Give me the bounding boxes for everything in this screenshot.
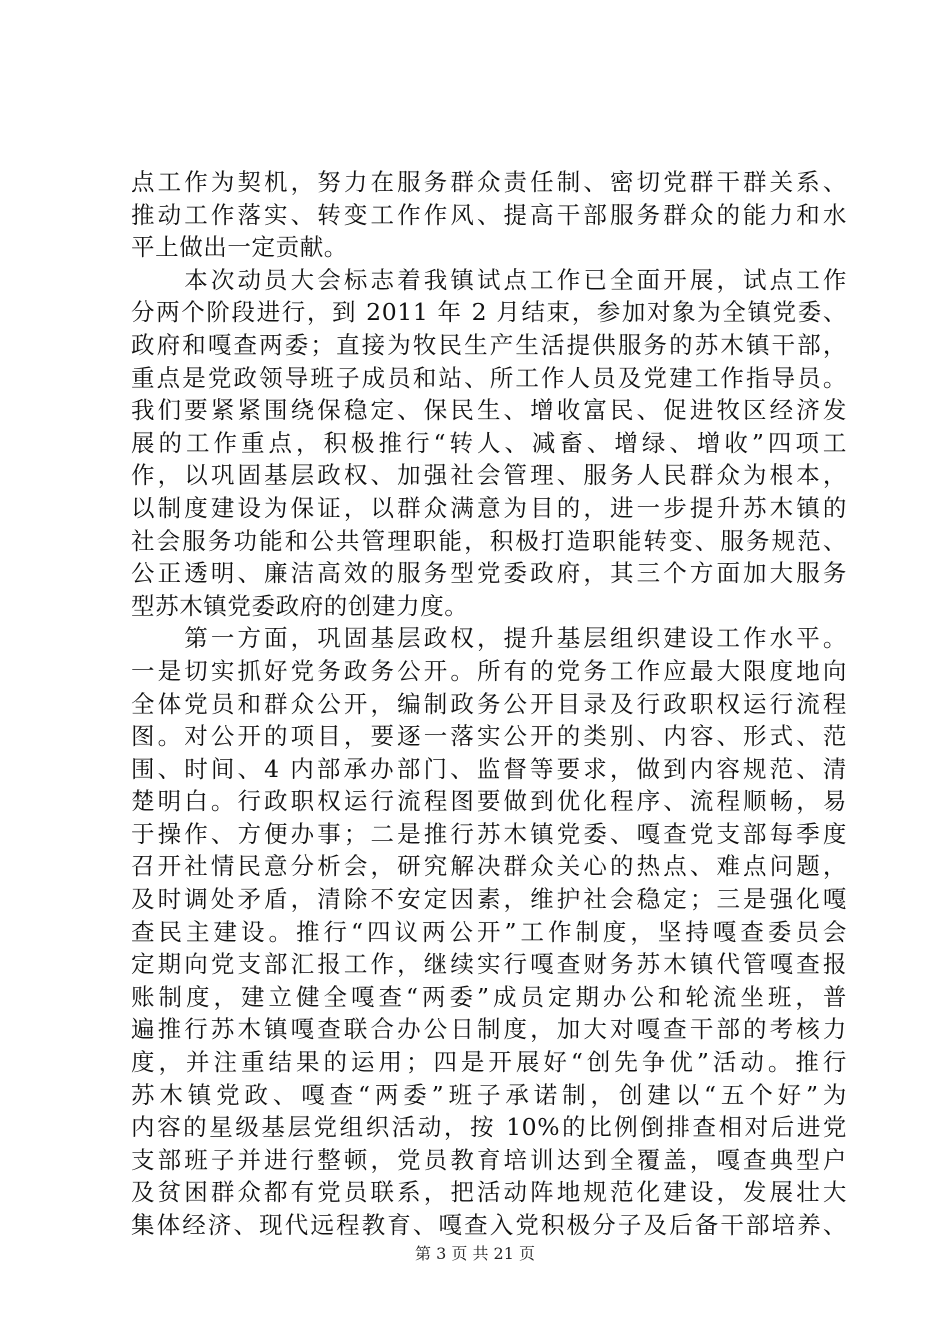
text-line: 账制度，建立健全嘎查“两委”成员定期办公和轮流坐班，普 xyxy=(131,982,847,1011)
text-line: 围、时间、4 内部承办部门、监督等要求，做到内容规范、清 xyxy=(131,754,847,783)
text-line: 展的工作重点，积极推行“转人、减畜、增绿、增收”四项工 xyxy=(131,428,847,457)
text-line: 重点是党政领导班子成员和站、所工作人员及党建工作指导员。 xyxy=(131,363,847,392)
text-line: 平上做出一定贡献。 xyxy=(131,233,348,262)
text-line: 于操作、方便办事；二是推行苏木镇党委、嘎查党支部每季度 xyxy=(131,819,847,848)
text-line: 我们要紧紧围绕保稳定、保民生、增收富民、促进牧区经济发 xyxy=(131,396,847,425)
text-line: 社会服务功能和公共管理职能，积极打造职能转变、服务规范、 xyxy=(131,526,847,555)
text-line: 一是切实抓好党务政务公开。所有的党务工作应最大限度地向 xyxy=(131,656,847,685)
text-line: 本次动员大会标志着我镇试点工作已全面开展，试点工作 xyxy=(131,265,847,294)
text-line: 全体党员和群众公开，编制政务公开目录及行政职权运行流程 xyxy=(131,689,847,718)
text-line: 查民主建设。推行“四议两公开”工作制度，坚持嘎查委员会 xyxy=(131,917,847,946)
text-line: 分两个阶段进行，到 2011 年 2 月结束，参加对象为全镇党委、 xyxy=(131,298,847,327)
text-line: 支部班子并进行整顿，党员教育培训达到全覆盖，嘎查典型户 xyxy=(131,1145,847,1174)
text-line: 图。对公开的项目，要逐一落实公开的类别、内容、形式、范 xyxy=(131,722,847,751)
text-line: 作，以巩固基层政权、加强社会管理、服务人民群众为根本， xyxy=(131,461,847,490)
text-line: 及贫困群众都有党员联系，把活动阵地规范化建设，发展壮大 xyxy=(131,1178,847,1207)
text-line: 集体经济、现代远程教育、嘎查入党积极分子及后备干部培养、 xyxy=(131,1211,847,1239)
text-line: 度，并注重结果的运用；四是开展好“创先争优”活动。推行 xyxy=(131,1048,847,1077)
text-line: 点工作为契机，努力在服务群众责任制、密切党群干群关系、 xyxy=(131,168,847,196)
page-number-footer: 第 3 页 共 21 页 xyxy=(415,1244,535,1263)
text-line: 公正透明、廉洁高效的服务型党委政府，其三个方面加大服务 xyxy=(131,559,847,588)
text-line: 以制度建设为保证，以群众满意为目的，进一步提升苏木镇的 xyxy=(131,493,847,522)
text-line: 楚明白。行政职权运行流程图要做到优化程序、流程顺畅，易 xyxy=(131,787,847,816)
text-line: 召开社情民意分析会，研究解决群众关心的热点、难点问题， xyxy=(131,852,847,881)
body-text xyxy=(131,166,847,1242)
text-line: 政府和嘎查两委；直接为牧民生产生活提供服务的苏木镇干部， xyxy=(131,330,847,359)
text-line: 型苏木镇党委政府的创建力度。 xyxy=(131,591,469,620)
text-line: 内容的星级基层党组织活动，按 10%的比例倒排查相对后进党 xyxy=(131,1113,847,1142)
text-line: 苏木镇党政、嘎查“两委”班子承诺制，创建以“五个好”为 xyxy=(131,1080,847,1109)
text-line: 遍推行苏木镇嘎查联合办公日制度，加大对嘎查干部的考核力 xyxy=(131,1015,847,1044)
text-line: 推动工作落实、转变工作作风、提高干部服务群众的能力和水 xyxy=(131,200,847,229)
text-line: 及时调处矛盾，清除不安定因素，维护社会稳定；三是强化嘎 xyxy=(131,885,847,914)
text-line: 第一方面，巩固基层政权，提升基层组织建设工作水平。 xyxy=(131,624,847,653)
text-line: 定期向党支部汇报工作，继续实行嘎查财务苏木镇代管嘎查报 xyxy=(131,950,847,979)
